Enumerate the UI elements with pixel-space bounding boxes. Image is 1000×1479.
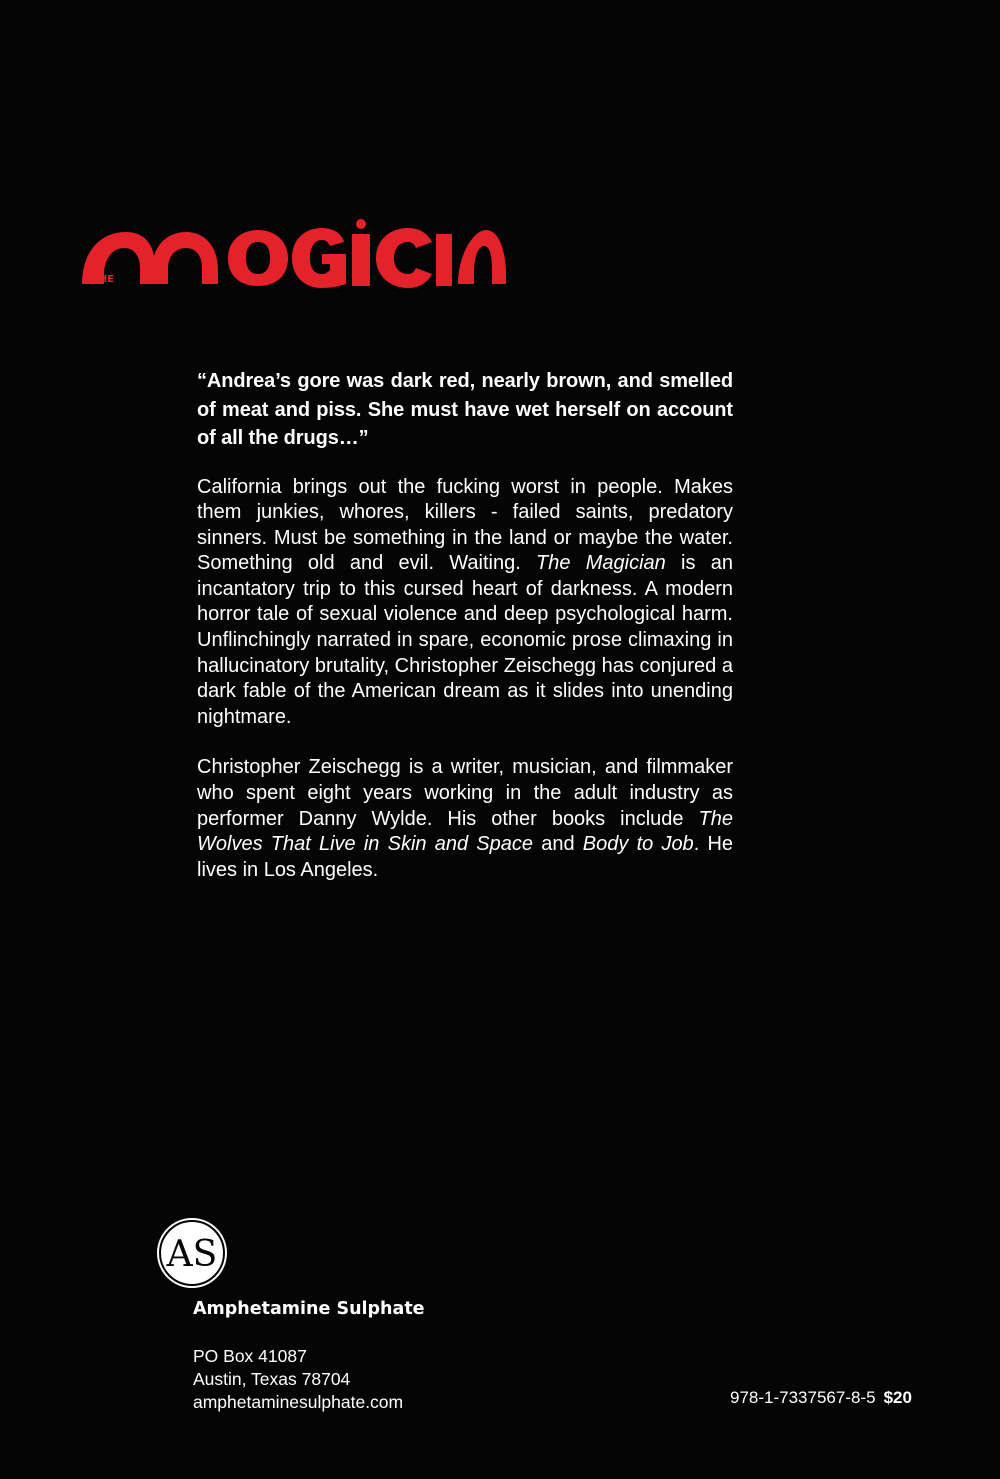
bio-text-end: . He lives in Los Angeles. xyxy=(197,833,734,881)
publisher-address xyxy=(193,1345,403,1414)
description-title-italic: The Magician xyxy=(536,552,666,575)
publisher-logo-icon xyxy=(155,1216,229,1290)
title-logo xyxy=(78,218,508,290)
description-paragraph xyxy=(197,475,733,731)
author-bio-paragraph xyxy=(197,755,733,883)
excerpt-quote: “Andrea’s gore was dark red, nearly brown, and smelled of meat and piss. She must have wet herself on account of all the drugs…” xyxy=(197,370,733,449)
back-cover-text xyxy=(197,367,733,908)
title-small-text: THE xyxy=(92,274,115,285)
title-logo-graphic xyxy=(78,218,508,290)
publisher-logo-text: AS xyxy=(166,1234,218,1275)
address-line-2: Austin, Texas 78704 xyxy=(193,1369,351,1389)
address-line-1: PO Box 41087 xyxy=(193,1346,307,1366)
publisher-website: amphetaminesulphate.com xyxy=(193,1392,404,1412)
bio-book-2: Body to Job xyxy=(582,833,694,856)
description-text-2: is an incantatory trip to this cursed heart of darkness. A modern horror tale of sexual violence and deep psychological harm. Unflinchingly narrated in spare, economic prose climaxing in hallucinatory brutality, Christopher Zeischegg has conjured a dark fable of the American dream as it slides into unending nightmare. xyxy=(197,552,733,728)
description-text-1: California brings out the fucking worst in people. Makes them junkies, whores, killers - failed saints, predatory sinners. Must be something in the land or maybe the water. Something old and evil. Waiting. xyxy=(197,475,733,575)
bio-text-1: Christopher Zeischegg is a writer, musician, and filmmaker who spent eight years working in the adult industry as performer Danny Wylde. His other books include xyxy=(197,756,733,830)
price: $20 xyxy=(883,1388,912,1407)
isbn-number: 978-1-7337567-8-5 xyxy=(730,1388,876,1407)
bio-text-mid: and xyxy=(533,833,583,856)
isbn-price xyxy=(730,1388,912,1408)
bio-book-1: The Wolves That Live in Skin and Space xyxy=(197,807,733,856)
publisher-name: Amphetamine Sulphate xyxy=(193,1299,425,1319)
